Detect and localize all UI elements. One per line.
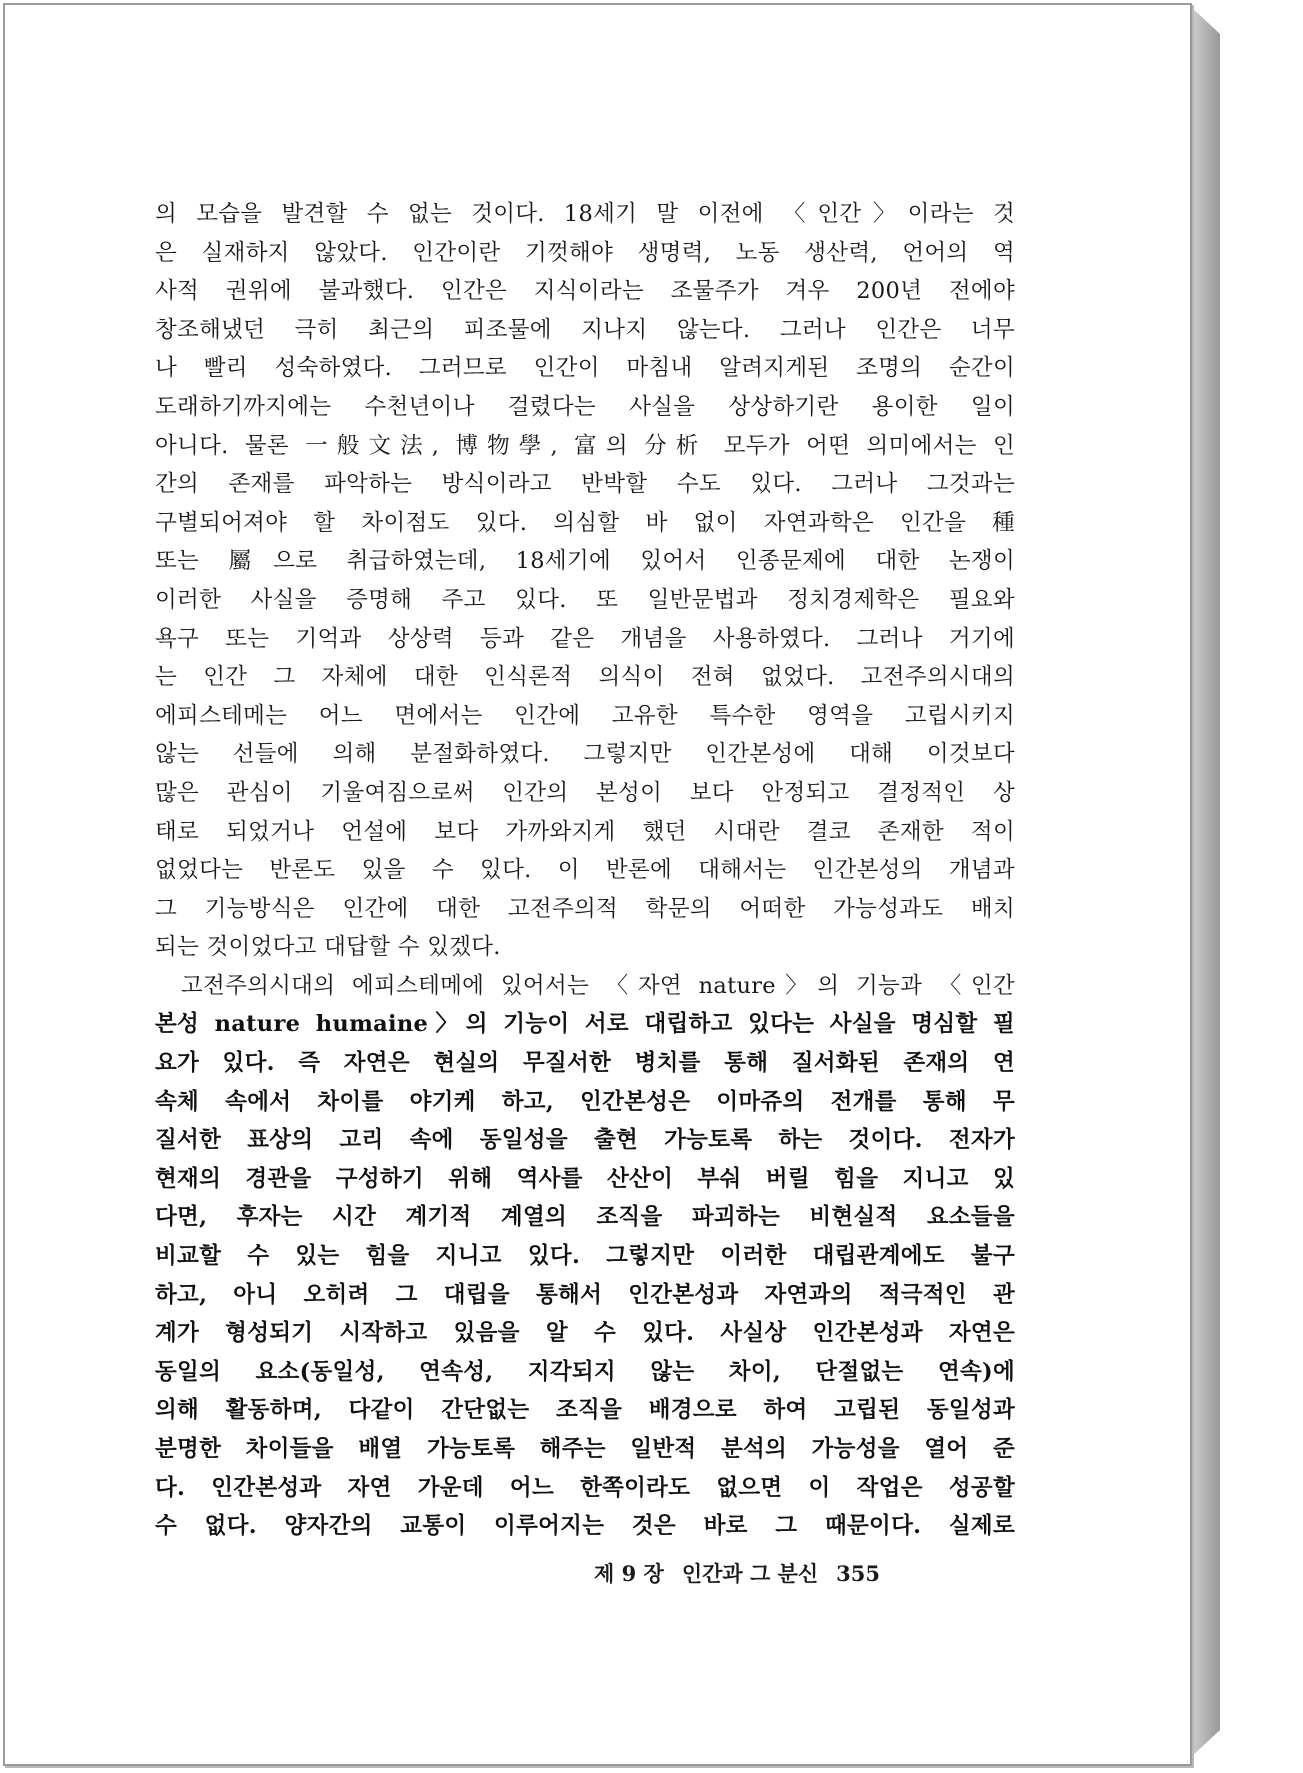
- text-line: 의 모습을 발견할 수 없는 것이다. 18세기 말 이전에 〈인간〉이라는 것: [155, 201, 1015, 227]
- text-line: 나 빨리 성숙하였다. 그러므로 인간이 마침내 알려지게된 조명의 순간이: [155, 355, 1015, 382]
- text-line: 은 실재하지 않았다. 인간이란 기껏해야 생명력, 노동 생산력, 언어의 역: [155, 239, 1015, 266]
- text-line: 다면, 후자는 시간 계기적 계열의 조직을 파괴하는 비현실적 요소들을: [155, 1204, 1015, 1231]
- text-line: 계가 형성되기 시작하고 있음을 알 수 있다. 사실상 인간본성과 자연은: [155, 1320, 1015, 1347]
- text-line: 다. 인간본성과 자연 가운데 어느 한쪽이라도 없으면 이 작업은 성공할: [155, 1474, 1015, 1501]
- text-line: 는 인간 그 자체에 대한 인식론적 의식이 전혀 없었다. 고전주의시대의: [155, 664, 1015, 691]
- text-line: 많은 관심이 기울여짐으로써 인간의 본성이 보다 안정되고 결정적인 상: [155, 779, 1015, 806]
- text-line: 요가 있다. 즉 자연은 현실의 무질서한 병치를 통해 질서화된 존재의 연: [155, 1050, 1015, 1077]
- text-line: 아니다. 물론 一般文法, 博物學, 富의 分析 모두가 어떤 의미에서는 인: [155, 432, 1015, 459]
- text-line: 질서한 표상의 고리 속에 동일성을 출현 가능토록 하는 것이다. 전자가: [155, 1127, 1015, 1154]
- text-line: 사적 권위에 불과했다. 인간은 지식이라는 조물주가 겨우 200년 전에야: [155, 278, 1015, 305]
- text-line: 없었다는 반론도 있을 수 있다. 이 반론에 대해서는 인간본성의 개념과: [155, 857, 1015, 884]
- text-line: 이러한 사실을 증명해 주고 있다. 또 일반문법과 정치경제학은 필요와: [155, 586, 1015, 613]
- text-line: 태로 되었거나 언설에 보다 가까와지게 했던 시대란 결코 존재한 적이: [155, 818, 1015, 845]
- footer-title: 인간과 그 분신: [681, 1561, 819, 1586]
- text-line: 않는 선들에 의해 분절화하였다. 그렇지만 인간본성에 대해 이것보다: [155, 741, 1015, 768]
- book-page: [3, 3, 1192, 1766]
- text-line: 속체 속에서 차이를 야기케 하고, 인간본성은 이마쥬의 전개를 통해 무: [155, 1088, 1015, 1115]
- running-footer: [594, 1558, 880, 1588]
- body-text: [155, 195, 1015, 1546]
- text-line: 하고, 아니 오히려 그 대립을 통해서 인간본성과 자연과의 적극적인 관: [155, 1281, 1015, 1308]
- footer-chapter: 제 9 장: [594, 1561, 664, 1586]
- text-line: 비교할 수 있는 힘을 지니고 있다. 그렇지만 이러한 대립관계에도 불구: [155, 1243, 1015, 1270]
- text-line: 그 기능방식은 인간에 대한 고전주의적 학문의 어떠한 가능성과도 배치: [155, 895, 1015, 922]
- text-line: 에피스테메는 어느 면에서는 인간에 고유한 특수한 영역을 고립시키지: [155, 702, 1015, 729]
- text-line: 창조해냈던 극히 최근의 피조물에 지나지 않는다. 그러나 인간은 너무: [155, 316, 1015, 343]
- text-line: 동일의 요소(동일성, 연속성, 지각되지 않는 차이, 단절없는 연속)에: [155, 1358, 1015, 1385]
- text-line: 또는 屬으로 취급하였는데, 18세기에 있어서 인종문제에 대한 논쟁이: [155, 548, 1015, 575]
- text-line: 도래하기까지에는 수천년이나 걸렸다는 사실을 상상하기란 용이한 일이: [155, 393, 1015, 420]
- text-line: 본성 nature humaine〉의 기능이 서로 대립하고 있다는 사실을 명심할 필: [155, 1011, 1015, 1038]
- page-number: 355: [836, 1561, 880, 1586]
- text-line: 현재의 경관을 구성하기 위해 역사를 산산이 부숴 버릴 힘을 지니고 있: [155, 1165, 1015, 1192]
- text-line: 되는 것이었다고 대답할 수 있겠다.: [155, 934, 501, 961]
- text-line: 간의 존재를 파악하는 방식이라고 반박할 수도 있다. 그러나 그것과는: [155, 471, 1015, 498]
- text-line: 고전주의시대의 에피스테메에 있어서는 〈자연 nature〉의 기능과 〈인간: [181, 972, 1015, 999]
- text-line: 욕구 또는 기억과 상상력 등과 같은 개념을 사용하였다. 그러나 거기에: [155, 625, 1015, 652]
- text-line: 수 없다. 양자간의 교통이 이루어지는 것은 바로 그 때문이다. 실제로: [155, 1513, 1015, 1540]
- text-line: 분명한 차이들을 배열 가능토록 해주는 일반적 분석의 가능성을 열어 준: [155, 1436, 1015, 1462]
- text-line: 구별되어져야 할 차이점도 있다. 의심할 바 없이 자연과학은 인간을 種: [155, 509, 1015, 536]
- text-line: 의해 활동하며, 다같이 간단없는 조직을 배경으로 하여 고립된 동일성과: [155, 1397, 1015, 1424]
- book-page-edge: [1190, 6, 1220, 1758]
